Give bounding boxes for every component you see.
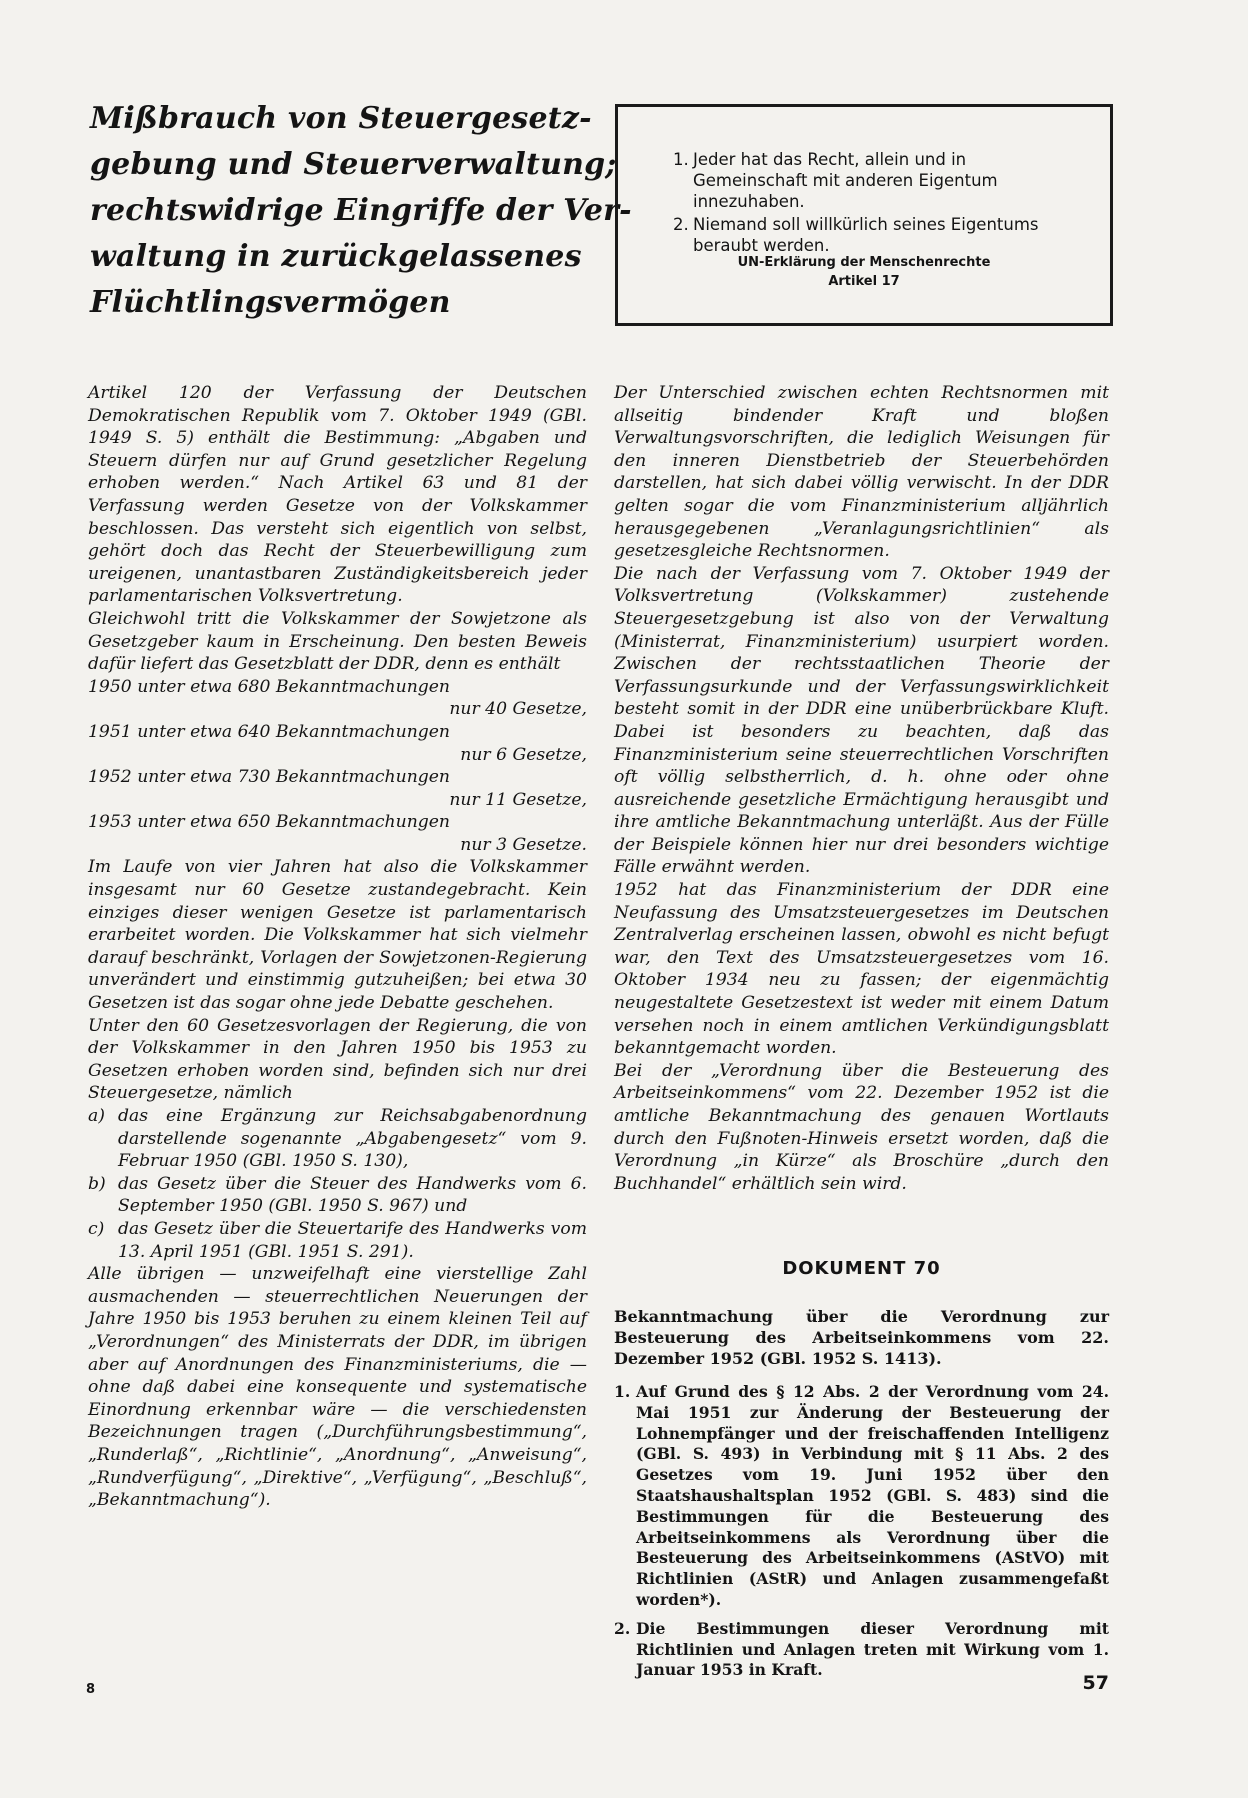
- tax-law-item: [88, 1105, 587, 1173]
- paragraph: Im Laufe von vier Jahren hat also die Volkskammer insgesamt nur 60 Gesetze zustandegebracht. Kein einziges dieser wenigen Gesetze ist parlamentarisch erarbeitet worden. Die Volkskammer hat sich vielmehr darauf beschränkt, Vorlagen der Sowjetzonen-Regierung unverändert und einstimmig gutzuheißen; bei etwa 30 Gesetzen ist das sogar ohne jede Debatte geschehen.: [88, 857, 587, 1014]
- title-line: rechtswidrige Eingriffe der Ver-: [90, 193, 632, 228]
- law-count-line: nur 40 Gesetze,: [449, 699, 587, 720]
- epigraph-item: [673, 149, 1073, 212]
- list-marker: 1.: [614, 1382, 631, 1401]
- law-year-line: 1950 unter etwa 680 Bekanntmachungen: [88, 676, 451, 697]
- paragraph: Artikel 120 der Verfassung der Deutschen Demokratischen Republik vom 7. Oktober 1949 (GBl. 1949 S. 5) enthält die Bestimmung: „Abgaben und Steuern dürfen nur auf Grund gesetzlicher Regelung erhoben werden.“ Nach Artikel 63 und 81 der Verfassung werden Gesetze von der Volkskammer beschlossen. Das versteht sich eigentlich von selbst, gehört doch das Recht der Steuerbewilligung zum ureigenen, unantastbaren Zuständigkeitsbereich jeder parlamentarischen Volksvertretung.: [88, 383, 587, 607]
- law-count-line: nur 6 Gesetze,: [460, 744, 587, 765]
- law-year-line: 1951 unter etwa 640 Bekanntmachungen: [88, 721, 451, 742]
- tax-law-item: [88, 1173, 587, 1218]
- law-year-line: 1952 unter etwa 730 Bekanntmachungen: [88, 767, 451, 788]
- document-item: [614, 1382, 1109, 1611]
- list-marker: 2.: [614, 1618, 631, 1638]
- list-marker: a): [88, 1106, 105, 1126]
- list-text: das Gesetz über die Steuer des Handwerks vom 6. September 1950 (GBl. 1950 S. 967) und: [118, 1173, 587, 1217]
- signature-mark: 8: [86, 1682, 96, 1697]
- epigraph-source: [618, 253, 1110, 291]
- left-column: [88, 382, 587, 1512]
- title-line: waltung in zurückgelassenes: [90, 239, 582, 274]
- document-items: [614, 1382, 1109, 1689]
- right-column: [614, 382, 1109, 1195]
- epigraph-box: [615, 104, 1113, 326]
- paragraph: Bei der „Verordnung über die Besteuerung des Arbeitseinkommens“ vom 22. Dezember 1952 ist die amtliche Bekanntmachung des genauen Wortlauts durch den Fußnoten-Hinweis ersetzt worden, daß die Verordnung „in Kürze“ als Broschüre „durch den Buchhandel“ erhältlich sein wird.: [614, 1060, 1109, 1194]
- epigraph-item-text: Niemand soll willkürlich seines Eigentums beraubt werden.: [693, 215, 1039, 255]
- epigraph-list: [673, 149, 1073, 258]
- paragraph: Der Unterschied zwischen echten Rechtsnormen mit allseitig bindender Kraft und bloßen Verwaltungsvorschriften, die lediglich Weisungen für den inneren Dienstbetrieb der Steuerbehörden darstellen, hat sich dabei völlig verwischt. In der DDR gelten sogar die vom Finanzministerium alljährlich herausgegebenen „Veranlagungsrichtlinien“ als gesetzesgleiche Rechtsnormen.: [614, 383, 1109, 562]
- epigraph-item-number: 1.: [673, 150, 689, 169]
- law-year-line: 1953 unter etwa 650 Bekanntmachungen: [88, 812, 451, 833]
- list-text: das Gesetz über die Steuertarife des Handwerks vom 13. April 1951 (GBl. 1951 S. 291).: [118, 1218, 587, 1262]
- paragraph: Gleichwohl tritt die Volkskammer der Sowjetzone als Gesetzgeber kaum in Erscheinung. Den besten Beweis dafür liefert das Gesetzblatt der DDR, denn es enthält: [88, 608, 587, 675]
- article-title: [90, 96, 632, 326]
- title-line: Mißbrauch von Steuergesetz-: [90, 101, 592, 136]
- law-count-line: nur 11 Gesetze,: [449, 789, 587, 810]
- title-line: Flüchtlingsvermögen: [90, 285, 451, 320]
- tax-law-item: [88, 1218, 587, 1263]
- epigraph-item-text: Jeder hat das Recht, allein und in Gemeinschaft mit anderen Eigentum innezuhaben.: [693, 150, 998, 211]
- paragraph: Die nach der Verfassung vom 7. Oktober 1949 der Volksvertretung (Volkskammer) zustehende Steuergesetzgebung ist also von der Verwaltung (Ministerrat, Finanzministerium) usurpiert worden. Zwischen der rechtsstaatlichen Theorie der Verfassungsurkunde und der Verfassungswirklichkeit besteht somit in der DDR eine unüberbrückbare Kluft. Dabei ist besonders zu beachten, daß das Finanzministerium seine steuerrechtlichen Vorschriften oft völlig selbstherrlich, d. h. ohne oder ohne ausreichende gesetzliche Ermächtigung herausgibt und ihre amtliche Bekanntmachung unterläßt. Aus der Fülle der Beispiele können hier nur drei besonders wichtige Fälle erwähnt werden.: [614, 563, 1109, 878]
- epigraph-source-title: UN-Erklärung der Menschenrechte: [737, 255, 991, 270]
- list-marker: b): [88, 1173, 106, 1194]
- document-item: [614, 1619, 1109, 1681]
- epigraph-item: [673, 214, 1073, 256]
- page-number: 57: [1082, 1672, 1109, 1694]
- list-text: Die Bestimmungen dieser Verordnung mit Richtlinien und Anlagen treten mit Wirkung vom 1. Januar 1953 in Kraft.: [636, 1618, 1109, 1680]
- title-line: gebung und Steuerverwaltung;: [90, 147, 617, 182]
- law-statistics: [88, 676, 587, 857]
- epigraph-item-number: 2.: [673, 215, 689, 234]
- list-text: Auf Grund des § 12 Abs. 2 der Verordnung vom 24. Mai 1951 zur Änderung der Besteuerung der Lohnempfänger und der freischaffenden Intelligenz (GBl. S. 493) in Verbindung mit § 11 Abs. 2 des Gesetzes vom 19. Juni 1952 über den Staatshaushaltsplan 1952 (GBl. S. 483) sind die Bestimmungen für die Besteuerung des Arbeitseinkommens als Verordnung über die Besteuerung des Arbeitseinkommens (AStVO) mit Richtlinien (AStR) und Anlagen zusammengefaßt worden*).: [636, 1382, 1109, 1609]
- list-marker: c): [88, 1218, 105, 1239]
- paragraph: Unter den 60 Gesetzesvorlagen der Regierung, die von der Volkskammer in den Jahren 1950 bis 1953 zu Gesetzen erhoben worden sind, befinden sich nur drei Steuergesetze, nämlich: [88, 1015, 587, 1104]
- tax-law-list: [88, 1105, 587, 1263]
- document-title: Bekanntmachung über die Verordnung zur Besteuerung des Arbeitseinkommens vom 22. Dezember 1952 (GBl. 1952 S. 1413).: [614, 1307, 1109, 1368]
- epigraph-source-article: Artikel 17: [828, 274, 900, 289]
- law-count-line: nur 3 Gesetze.: [460, 834, 587, 855]
- paragraph: Alle übrigen — unzweifelhaft eine vierstellige Zahl ausmachenden — steuerrechtlichen Neuerungen der Jahre 1950 bis 1953 beruhen zu einem kleinen Teil auf „Verordnungen“ des Ministerrats der DDR, im übrigen aber auf Anordnungen des Finanzministeriums, die — ohne daß dabei eine konsequente und systematische Einordnung erkennbar wäre — die verschiedensten Bezeichnungen tragen („Durchführungsbestimmung“, „Runderlaß“, „Richtlinie“, „Anordnung“, „Anweisung“, „Rundverfügung“, „Direktive“, „Verfügung“, „Beschluß“, „Bekanntmachung“).: [88, 1264, 587, 1511]
- document-heading: DOKUMENT 70: [782, 1258, 941, 1279]
- paragraph: 1952 hat das Finanzministerium der DDR eine Neufassung des Umsatzsteuergesetzes im Deutschen Zentralverlag erscheinen lassen, obwohl es nicht befugt war, den Text des Umsatzsteuergesetzes vom 16. Oktober 1934 neu zu fassen; der eigenmächtig neugestaltete Gesetzestext ist weder mit einem Datum versehen noch in einem amtlichen Verkündigungsblatt bekanntgemacht worden.: [614, 880, 1109, 1059]
- list-text: das eine Ergänzung zur Reichsabgabenordnung darstellende sogenannte „Abgabengesetz“ vom 9. Februar 1950 (GBl. 1950 S. 130),: [118, 1106, 587, 1172]
